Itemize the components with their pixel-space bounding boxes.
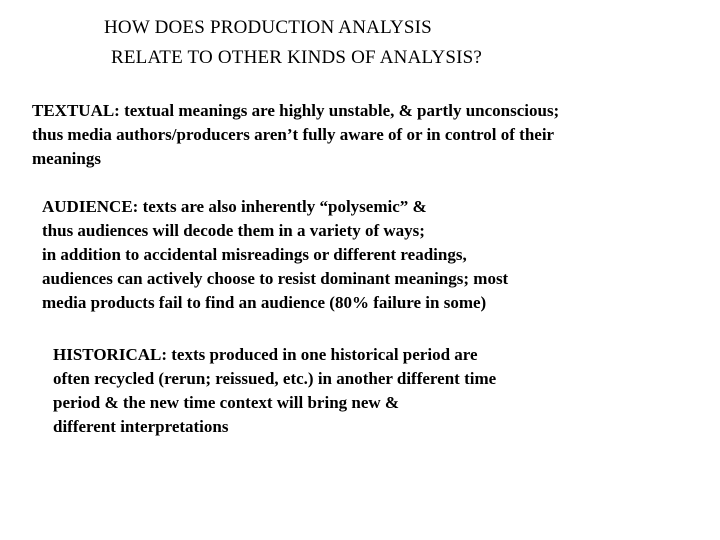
audience-line: in addition to accidental misreadings or different readings, bbox=[42, 245, 467, 264]
historical-line: period & the new time context will bring new & bbox=[53, 393, 400, 412]
historical-line: HISTORICAL: texts produced in one historical period are bbox=[53, 345, 478, 364]
slide-title-line-1: HOW DOES PRODUCTION ANALYSIS bbox=[104, 17, 432, 38]
audience-line: media products fail to find an audience (80% failure in some) bbox=[42, 293, 487, 312]
historical-line: often recycled (rerun; reissued, etc.) in another different time bbox=[53, 369, 497, 388]
audience-line: thus audiences will decode them in a variety of ways; bbox=[42, 221, 425, 240]
textual-line: meanings bbox=[32, 149, 101, 168]
audience-line: AUDIENCE: texts are also inherently “polysemic” & bbox=[42, 197, 427, 216]
audience-paragraph bbox=[42, 195, 508, 315]
historical-line: different interpretations bbox=[53, 417, 229, 436]
audience-line: audiences can actively choose to resist dominant meanings; most bbox=[42, 269, 509, 288]
textual-line: thus media authors/producers aren’t fully aware of or in control of their bbox=[32, 125, 555, 144]
textual-line: TEXTUAL: textual meanings are highly unstable, & partly unconscious; bbox=[32, 101, 560, 120]
historical-paragraph bbox=[53, 343, 496, 439]
slide-title-line-2: RELATE TO OTHER KINDS OF ANALYSIS? bbox=[111, 47, 483, 68]
textual-paragraph bbox=[32, 99, 559, 171]
